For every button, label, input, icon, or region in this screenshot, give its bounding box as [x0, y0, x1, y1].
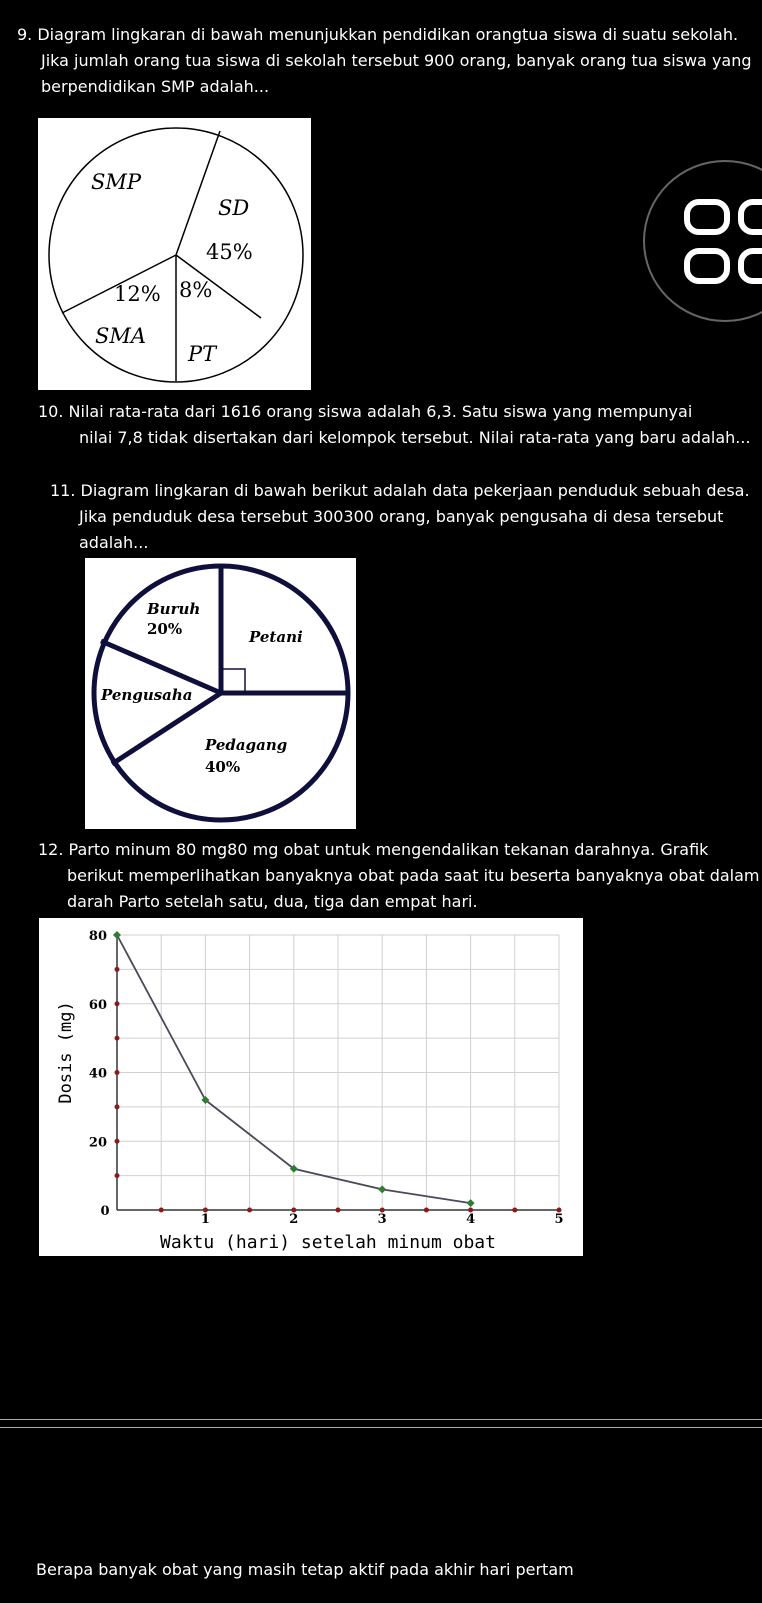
q9-label-smp: SMP [91, 170, 142, 194]
q12-line-2: berikut memperlihatkan banyaknya obat pada saat itu beserta banyaknya obat dalam [67, 866, 760, 885]
q9-line-3: berpendidikan SMP adalah... [41, 77, 270, 96]
q9-line-2: Jika jumlah orang tua siswa di sekolah tersebut 900 orang, banyak orang tua siswa yang [41, 51, 752, 70]
q9-pie-svg [38, 118, 311, 390]
q11-line-2: Jika penduduk desa tersebut 300300 orang, banyak pengusaha di desa tersebut [79, 507, 724, 526]
x-tick-dot [424, 1208, 429, 1213]
floating-overlay-button[interactable] [643, 160, 762, 322]
x-tick-dot [512, 1208, 517, 1213]
q9-label-pt: PT [188, 342, 217, 366]
q11-label-buruh: Buruh [147, 600, 201, 618]
x-tick-dot [247, 1208, 252, 1213]
data-point-marker [467, 1199, 475, 1207]
q9-value-sd: 45% [206, 240, 253, 264]
bottom-question: Berapa banyak obat yang masih tetap aktif pada akhir hari pertam [36, 1560, 574, 1579]
y-axis-label: Dosis (mg) [56, 1001, 76, 1104]
y-tick-label: 20 [88, 1135, 107, 1151]
y-tick-dot [115, 1036, 120, 1041]
q12-line-chart [39, 918, 583, 1256]
data-point-marker [113, 931, 121, 939]
x-tick-dot [159, 1208, 164, 1213]
q9-value-pt: 8% [179, 278, 213, 302]
y-tick-dot [115, 1104, 120, 1109]
q9-label-sma: SMA [95, 324, 147, 348]
y-tick-dot [115, 1001, 120, 1006]
y-tick-dot [115, 1139, 120, 1144]
x-tick-dot [336, 1208, 341, 1213]
q11-pie-chart [85, 558, 356, 829]
y-tick-dot [115, 967, 120, 972]
q12-line-1: 12. Parto minum 80 mg80 mg obat untuk mengendalikan tekanan darahnya. Grafik [38, 840, 709, 859]
data-point-marker [378, 1185, 386, 1193]
q11-value-pedagang: 40% [205, 758, 241, 776]
y-tick-label: 40 [88, 1066, 107, 1082]
q11-label-pengusaha: Pengusaha [101, 686, 193, 704]
x-tick-label: 1 [200, 1212, 210, 1227]
x-tick-label: 5 [554, 1212, 564, 1227]
q11-value-buruh: 20% [147, 620, 183, 638]
q12-line-3: darah Parto setelah satu, dua, tiga dan empat hari. [67, 892, 478, 911]
q11-label-pedagang: Pedagang [205, 736, 288, 754]
y-tick-dot [115, 1173, 120, 1178]
q9-pie-chart [38, 118, 311, 390]
y-tick-label: 80 [88, 929, 107, 944]
x-axis-label: Waktu (hari) setelah minum obat [160, 1232, 496, 1253]
x-tick-label: 0 [100, 1204, 110, 1219]
grid-icon [645, 162, 762, 320]
q11-line-1: 11. Diagram lingkaran di bawah berikut adalah data pekerjaan penduduk sebuah desa. [50, 481, 750, 500]
q9-line-1: 9. Diagram lingkaran di bawah menunjukkan pendidikan orangtua siswa di suatu sekolah. [17, 25, 739, 44]
q11-label-petani: Petani [249, 628, 303, 646]
x-tick-label: 2 [289, 1212, 299, 1227]
x-tick-label: 3 [377, 1212, 387, 1227]
q10-line-1: 10. Nilai rata-rata dari 1616 orang siswa adalah 6,3. Satu siswa yang mempunyai [38, 402, 693, 421]
y-tick-label: 60 [88, 997, 107, 1013]
q9-value-sma: 12% [114, 282, 161, 306]
divider-1 [0, 1419, 762, 1420]
x-tick-label: 4 [466, 1212, 476, 1227]
q11-line-3: adalah... [79, 533, 149, 552]
q10-line-2: nilai 7,8 tidak disertakan dari kelompok tersebut. Nilai rata-rata yang baru adalah... [79, 428, 751, 447]
q12-line-chart-svg [39, 918, 583, 1256]
q9-label-sd: SD [218, 196, 250, 220]
divider-2 [0, 1427, 762, 1428]
q11-pie-svg [85, 558, 356, 829]
y-tick-dot [115, 1070, 120, 1075]
